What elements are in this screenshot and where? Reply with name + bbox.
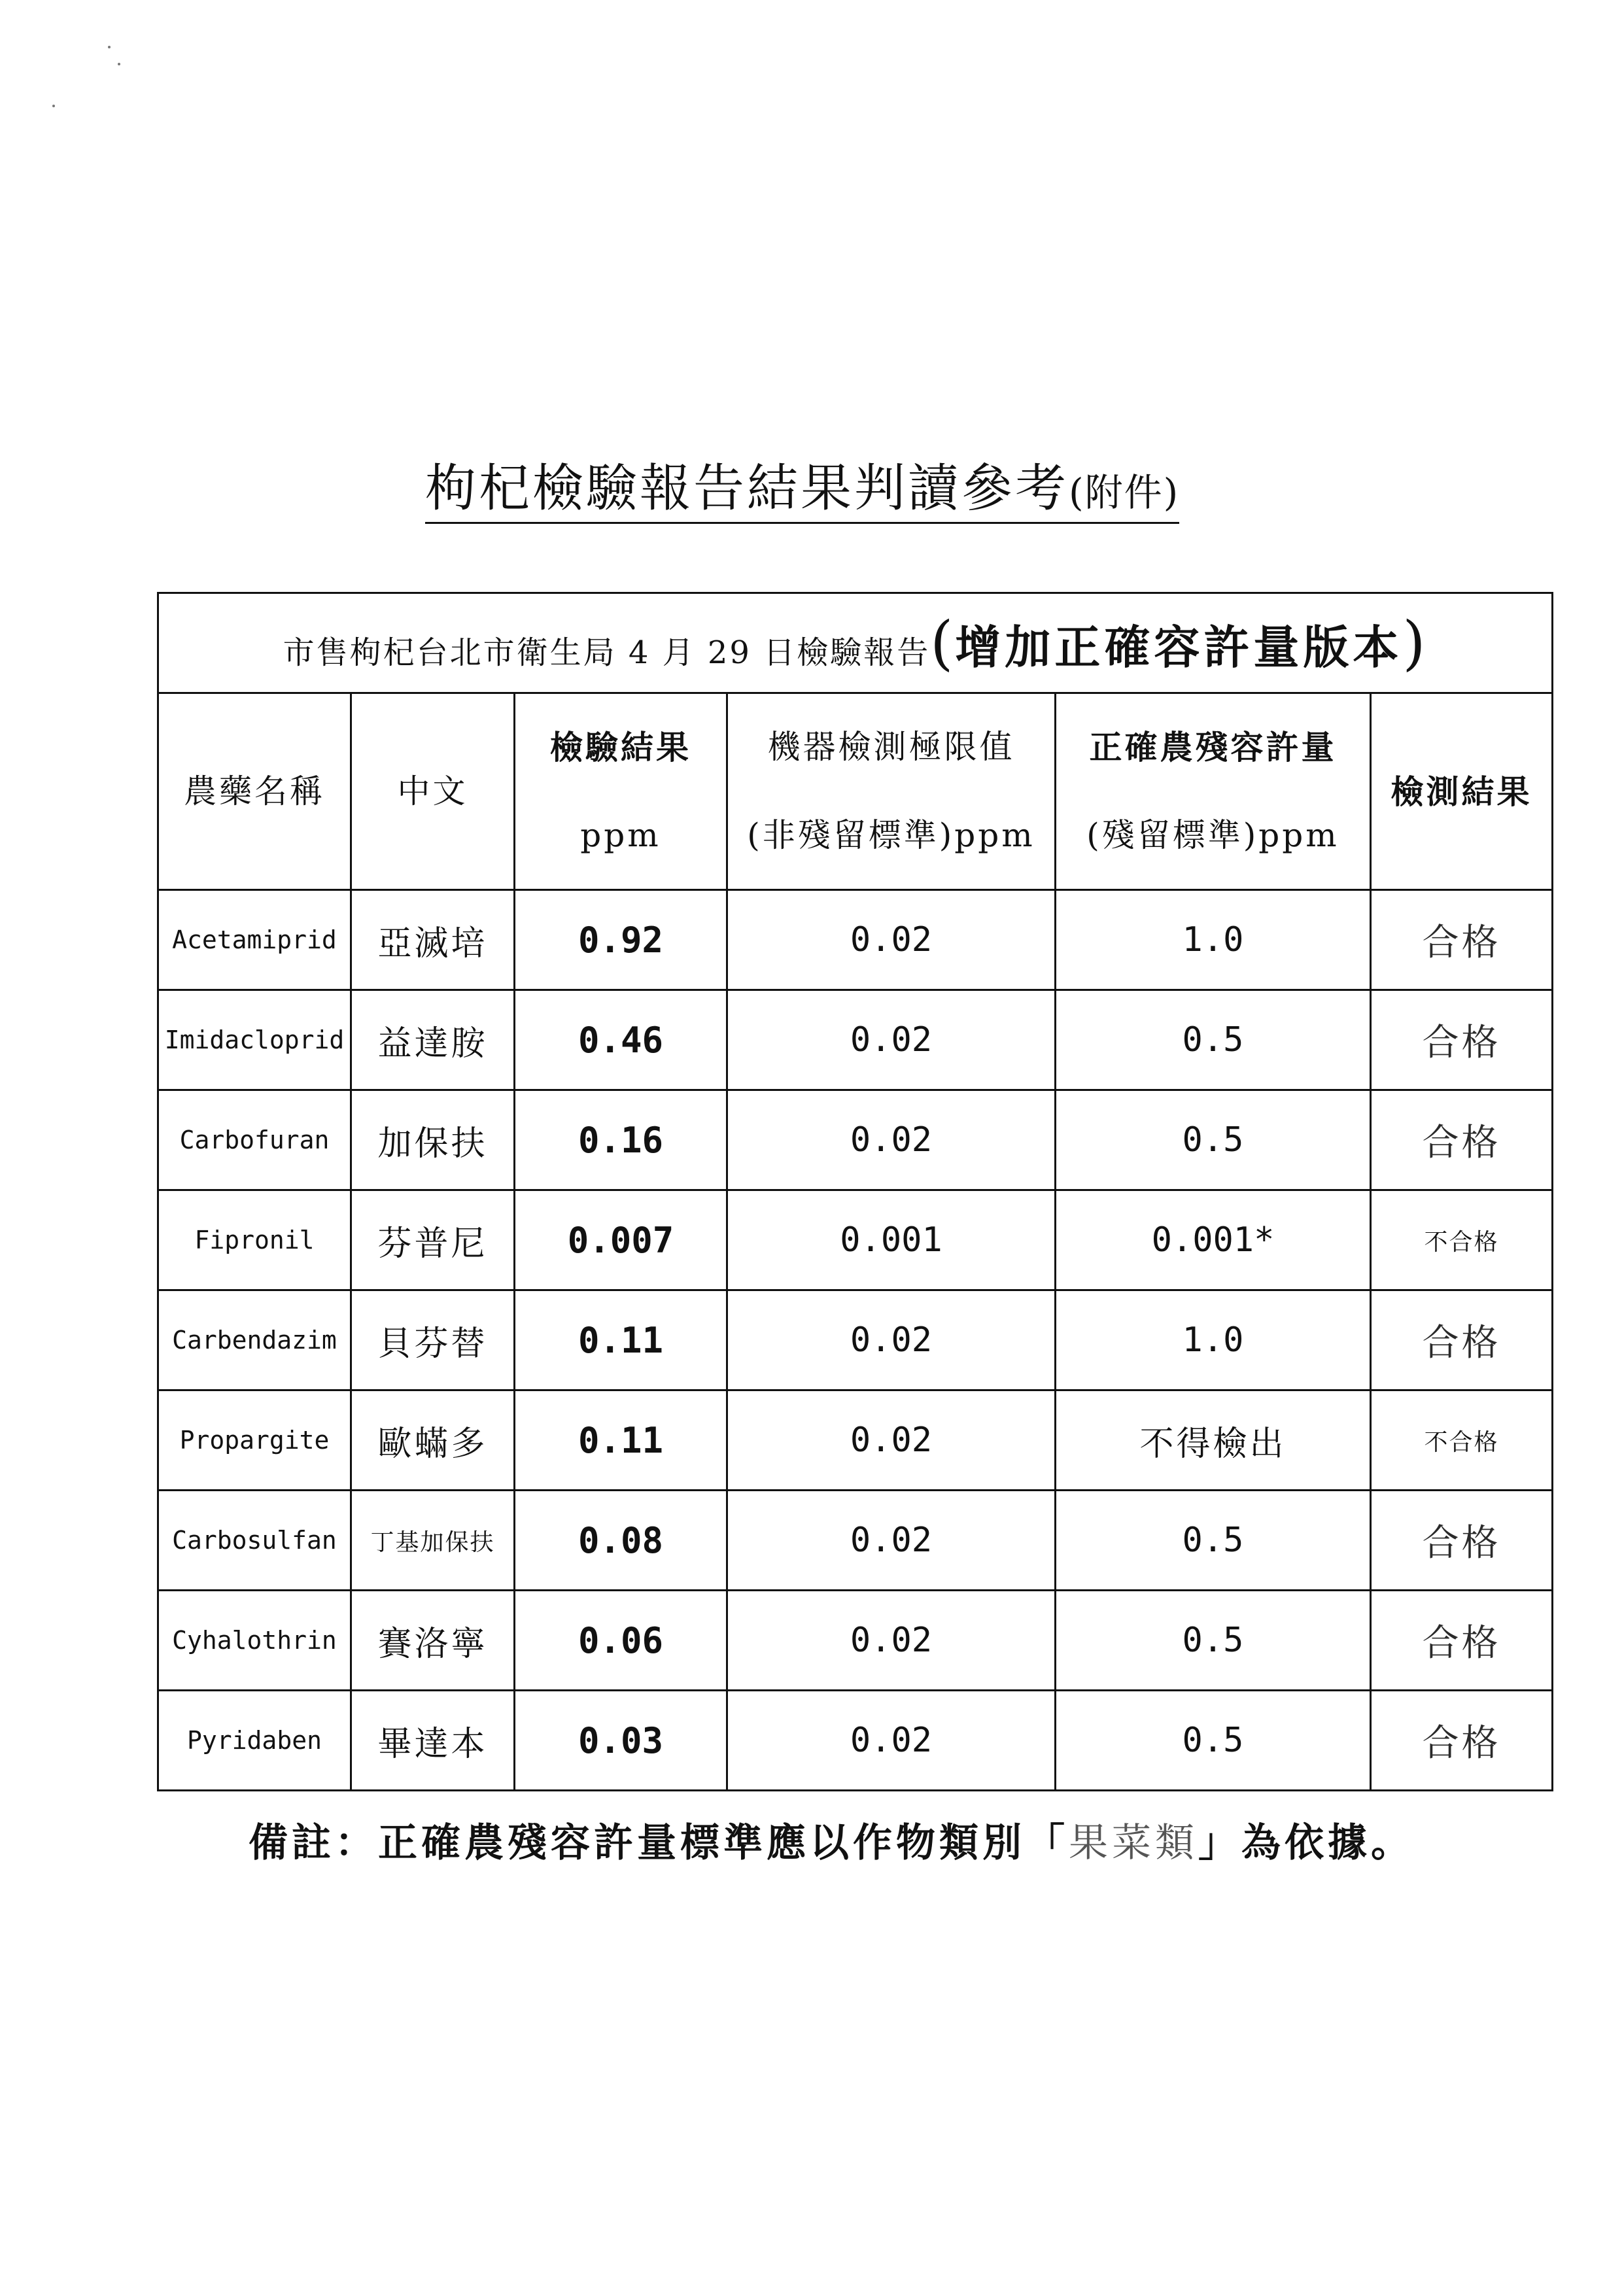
table-row bbox=[158, 1390, 1553, 1491]
pesticide-name-zh: 歐蟎多 bbox=[351, 1390, 515, 1491]
pesticide-name-zh: 加保扶 bbox=[351, 1090, 515, 1190]
verdict-value: 合格 bbox=[1371, 1591, 1553, 1691]
footnote bbox=[249, 1812, 1414, 1868]
table-row bbox=[158, 1591, 1553, 1691]
caption-row bbox=[158, 593, 1553, 693]
pesticide-name-en: Fipronil bbox=[158, 1190, 351, 1290]
verdict-value: 不合格 bbox=[1371, 1390, 1553, 1491]
pesticide-name-en: Imidacloprid bbox=[158, 990, 351, 1090]
scan-speck bbox=[108, 46, 111, 48]
pesticide-name-en: Carbofuran bbox=[158, 1090, 351, 1190]
tolerance-value: 0.5 bbox=[1056, 1591, 1371, 1691]
tolerance-value: 0.001* bbox=[1056, 1190, 1371, 1290]
caption-prefix: 市售枸杞台北市衛生局 4 月 29 日檢驗報告 bbox=[283, 634, 931, 671]
scan-speck bbox=[118, 63, 120, 65]
detection-limit-value: 0.02 bbox=[727, 1691, 1056, 1791]
table-row bbox=[158, 1090, 1553, 1190]
header-pesticide-name: 農藥名稱 bbox=[158, 693, 351, 890]
header-tolerance-note: (殘留標準)ppm bbox=[1086, 816, 1339, 854]
header-tolerance bbox=[1056, 693, 1371, 890]
verdict-value: 合格 bbox=[1371, 890, 1553, 990]
tolerance-value: 1.0 bbox=[1056, 1290, 1371, 1390]
verdict-value: 合格 bbox=[1371, 990, 1553, 1090]
tolerance-value: 0.5 bbox=[1056, 1090, 1371, 1190]
test-result-value: 0.46 bbox=[515, 990, 727, 1090]
pesticide-name-en: Propargite bbox=[158, 1390, 351, 1491]
pesticide-name-en: Carbendazim bbox=[158, 1290, 351, 1390]
pesticide-name-en: Carbosulfan bbox=[158, 1491, 351, 1591]
scan-speck bbox=[52, 105, 55, 107]
pesticide-name-zh: 益達胺 bbox=[351, 990, 515, 1090]
table-row bbox=[158, 1190, 1553, 1290]
test-result-value: 0.007 bbox=[515, 1190, 727, 1290]
header-detection-limit bbox=[727, 693, 1056, 890]
pesticide-name-en: Pyridaben bbox=[158, 1691, 351, 1791]
verdict-value: 不合格 bbox=[1371, 1190, 1553, 1290]
tolerance-value: 0.5 bbox=[1056, 1691, 1371, 1791]
detection-limit-value: 0.02 bbox=[727, 1290, 1056, 1390]
test-result-value: 0.92 bbox=[515, 890, 727, 990]
detection-limit-value: 0.02 bbox=[727, 1591, 1056, 1691]
tolerance-value: 0.5 bbox=[1056, 990, 1371, 1090]
caption-open-paren: ( bbox=[930, 608, 956, 678]
header-test-result-unit: ppm bbox=[580, 816, 661, 854]
caption-emphasis: 增加正確容許量版本 bbox=[955, 619, 1403, 674]
detection-limit-value: 0.02 bbox=[727, 1090, 1056, 1190]
detection-limit-value: 0.001 bbox=[727, 1190, 1056, 1290]
pesticide-name-en: Acetamiprid bbox=[158, 890, 351, 990]
footnote-highlight: 果菜類 bbox=[1069, 1820, 1198, 1866]
test-result-value: 0.03 bbox=[515, 1691, 727, 1791]
document-title bbox=[425, 461, 1179, 517]
report-table bbox=[157, 592, 1553, 1791]
table-row bbox=[158, 1290, 1553, 1390]
table-row bbox=[158, 990, 1553, 1090]
detection-limit-value: 0.02 bbox=[727, 990, 1056, 1090]
table-caption bbox=[158, 593, 1553, 693]
pesticide-name-zh: 亞滅培 bbox=[351, 890, 515, 990]
header-detection-limit-note: (非殘留標準)ppm bbox=[747, 816, 1035, 854]
test-result-value: 0.06 bbox=[515, 1591, 727, 1691]
pesticide-name-zh: 畢達本 bbox=[351, 1691, 515, 1791]
header-detection-limit-label: 機器檢測極限值 bbox=[767, 728, 1015, 766]
pesticide-name-zh: 賽洛寧 bbox=[351, 1591, 515, 1691]
tolerance-value: 0.5 bbox=[1056, 1491, 1371, 1591]
test-result-value: 0.08 bbox=[515, 1491, 727, 1591]
detection-limit-value: 0.02 bbox=[727, 1491, 1056, 1591]
pesticide-name-zh: 貝芬替 bbox=[351, 1290, 515, 1390]
footnote-after: 」為依據。 bbox=[1198, 1820, 1414, 1866]
pesticide-name-en: Cyhalothrin bbox=[158, 1591, 351, 1691]
footnote-before: 備註：正確農殘容許量標準應以作物類別「 bbox=[249, 1820, 1069, 1866]
title-underline bbox=[425, 459, 1179, 524]
header-test-result-label: 檢驗結果 bbox=[550, 728, 691, 767]
verdict-value: 合格 bbox=[1371, 1290, 1553, 1390]
test-result-value: 0.11 bbox=[515, 1290, 727, 1390]
verdict-value: 合格 bbox=[1371, 1691, 1553, 1791]
verdict-value: 合格 bbox=[1371, 1090, 1553, 1190]
detection-limit-value: 0.02 bbox=[727, 1390, 1056, 1491]
tolerance-value: 1.0 bbox=[1056, 890, 1371, 990]
header-tolerance-label: 正確農殘容許量 bbox=[1089, 728, 1337, 767]
header-verdict: 檢測結果 bbox=[1371, 693, 1553, 890]
header-test-result bbox=[515, 693, 727, 890]
header-row bbox=[158, 693, 1553, 890]
table-row bbox=[158, 890, 1553, 990]
table-row bbox=[158, 1491, 1553, 1591]
tolerance-value: 不得檢出 bbox=[1056, 1390, 1371, 1491]
pesticide-name-zh: 芬普尼 bbox=[351, 1190, 515, 1290]
header-chinese: 中文 bbox=[351, 693, 515, 890]
title-main: 枸杞檢驗報告結果判讀參考 bbox=[425, 459, 1069, 518]
table-row bbox=[158, 1691, 1553, 1791]
pesticide-name-zh: 丁基加保扶 bbox=[351, 1491, 515, 1591]
test-result-value: 0.16 bbox=[515, 1090, 727, 1190]
test-result-value: 0.11 bbox=[515, 1390, 727, 1491]
caption-close-paren: ) bbox=[1402, 608, 1428, 678]
verdict-value: 合格 bbox=[1371, 1491, 1553, 1591]
detection-limit-value: 0.02 bbox=[727, 890, 1056, 990]
title-suffix: (附件) bbox=[1069, 470, 1180, 515]
